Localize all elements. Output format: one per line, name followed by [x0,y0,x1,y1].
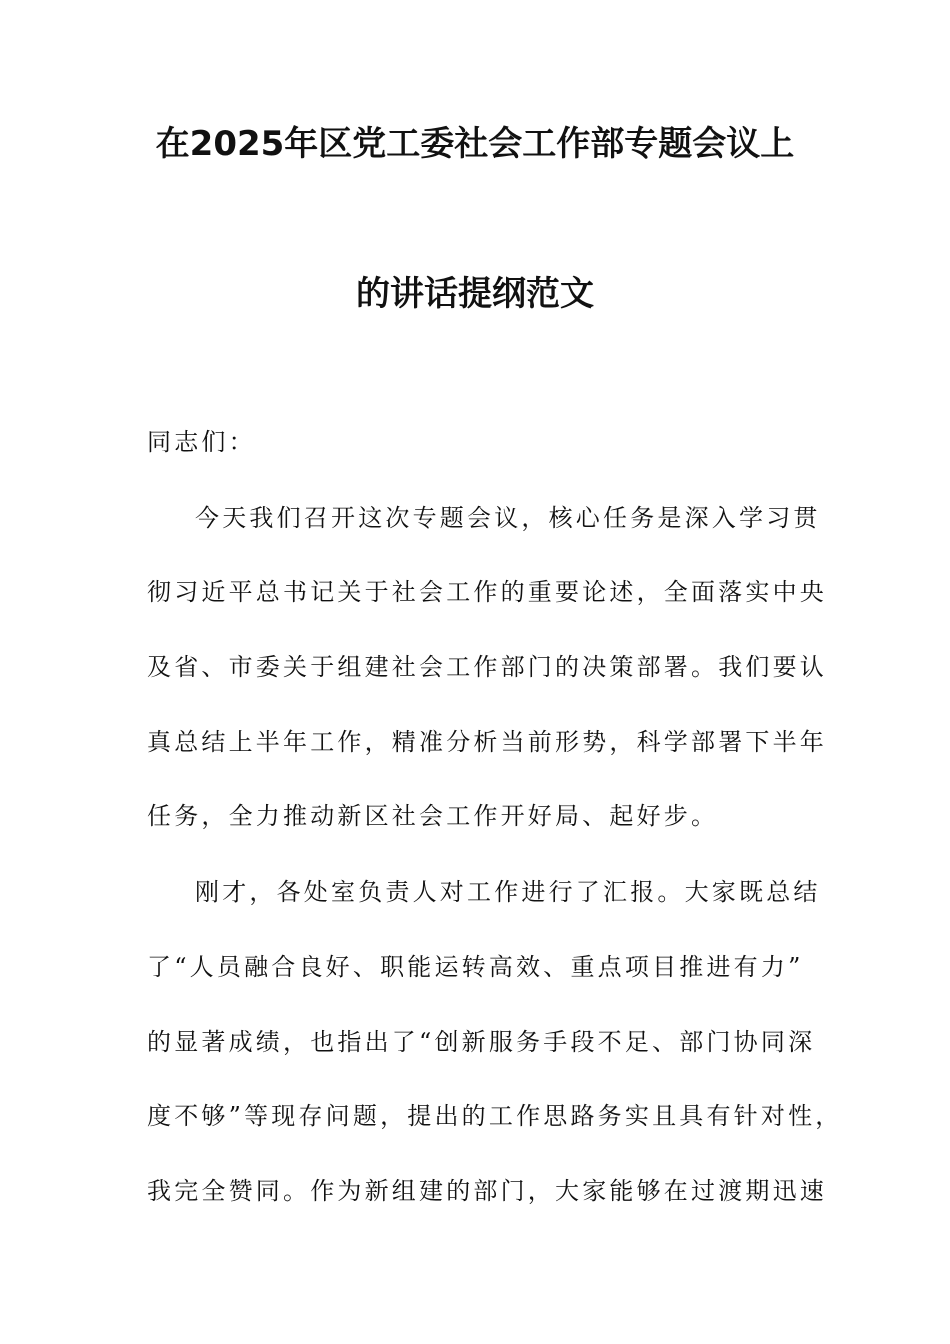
paragraph-1-line-4: 真总结上半年工作，精准分析当前形势，科学部署下半年 [147,728,827,756]
paragraph-2-line-5: 我完全赞同。作为新组建的部门，大家能够在过渡期迅速 [147,1177,827,1205]
paragraph-2-line-4: 度不够”等现存问题，提出的工作思路务实且具有针对性， [147,1102,843,1130]
salutation: 同志们： [147,428,256,456]
document-title-line-2: 的讲话提纲范文 [356,274,594,314]
paragraph-1-line-3: 及省、市委关于组建社会工作部门的决策部署。我们要认 [147,653,827,681]
paragraph-2-line-3: 的显著成绩，也指出了“创新服务手段不足、部门协同深 [147,1028,816,1056]
paragraph-1-line-5: 任务，全力推动新区社会工作开好局、起好步。 [147,802,719,830]
paragraph-2-line-2: 了“人员融合良好、职能运转高效、重点项目推进有力” [147,953,804,981]
paragraph-1-line-2: 彻习近平总书记关于社会工作的重要论述，全面落实中央 [147,578,827,606]
paragraph-1-line-1: 今天我们召开这次专题会议，核心任务是深入学习贯 [195,504,821,532]
document-title-line-1: 在2025年区党工委社会工作部专题会议上 [155,124,795,164]
paragraph-2-line-1: 刚才，各处室负责人对工作进行了汇报。大家既总结 [195,878,821,906]
